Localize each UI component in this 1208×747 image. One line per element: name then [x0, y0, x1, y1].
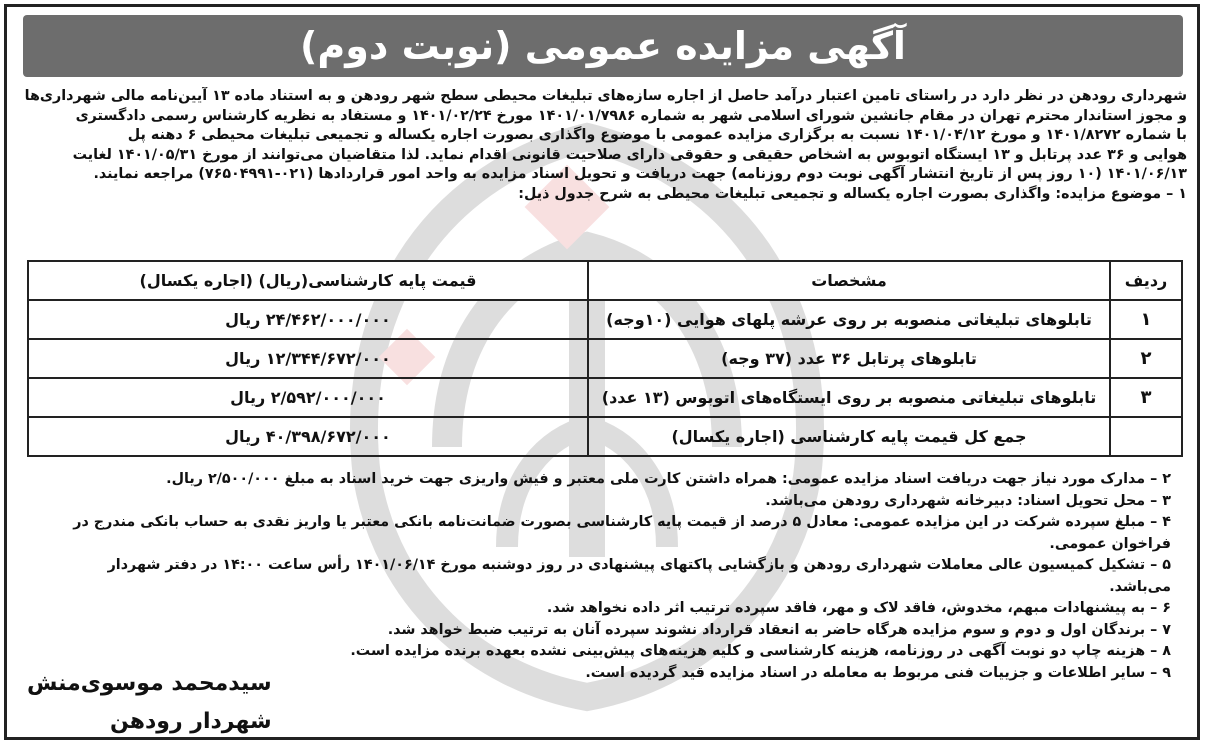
term-item: ۵ – تشکیل کمیسیون عالی معاملات شهرداری رودهن و بازگشایی پاکتهای پیشنهادی در روز دوشنبه مورخ ۱۴۰۱/۰۶/۱۴ رأس ساعت ۱۴:۰۰ در دفتر شهردار — [107, 557, 1171, 573]
row-spec: تابلوهای تبلیغاتی منصوبه بر روی عرشه پلهای هوایی (۱۰وجه) — [588, 300, 1110, 339]
intro-paragraph — [21, 87, 1187, 205]
signatory-name: سیدمحمد موسوی‌منش — [27, 671, 272, 696]
term-item: فراخوان عمومی. — [1049, 535, 1171, 552]
header-specification: مشخصات — [588, 261, 1110, 300]
row-spec: تابلوهای تبلیغاتی منصوبه بر روی ایستگاه‌های اتوبوس (۱۳ عدد) — [588, 378, 1110, 417]
intro-line: هوایی و ۳۶ عدد پرتابل و ۱۳ ایستگاه اتوبوس به اشخاص حقیقی و حقوقی دارای صلاحیت قانونی اقدام نماید. لذا متقاضیان می‌توانند از مورخ ۱۴۰۱/۰۵/۳۱ لغایت — [72, 146, 1187, 163]
row-number: ۱ — [1110, 300, 1182, 339]
page-title: آگهی مزایده عمومی (نوبت دوم) — [300, 24, 906, 68]
subject-line — [21, 185, 1187, 205]
term-item: ۶ – به پیشنهادات مبهم، مخدوش، فاقد لاک و مهر، فاقد سپرده ترتیب اثر داده نخواهد شد. — [546, 600, 1171, 616]
auction-items-table — [27, 260, 1183, 457]
row-number: ۳ — [1110, 378, 1182, 417]
table-total-row — [28, 417, 1182, 456]
term-item: ۴ – مبلغ سپرده شرکت در این مزایده عمومی: معادل ۵ درصد از قیمت پایه کارشناسی بصورت ضمانت‌نامه بانکی معتبر یا واریز نقدی به حساب بانکی مندرج در — [73, 514, 1171, 530]
table-row — [28, 300, 1182, 339]
header-base-price: قیمت پایه کارشناسی(ریال) (اجاره یکسال) — [28, 261, 588, 300]
subject-strong: واگذاری بصورت اجاره یکساله و تجمیعی تبلیغات محیطی — [656, 185, 1051, 202]
intro-line: با شماره ۱۴۰۱/۸۲۷۲ و مورخ ۱۴۰۱/۰۴/۱۲ نسبت به برگزاری مزایده عمومی با موضوع واگذاری بصورت اجاره یکساله و تجمیعی تبلیغات محیطی ۶ دهنه پل — [127, 127, 1187, 144]
term-item: ۹ – سایر اطلاعات و جزییات فنی مربوط به معامله در اسناد مزایده قید گردیده است. — [585, 664, 1171, 681]
table-header-row — [28, 261, 1182, 300]
term-item: ۲ – مدارک مورد نیاز جهت دریافت اسناد مزایده عمومی: همراه داشتن کارت ملی معتبر و فیش واریزی جهت خرید اسناد به مبلغ ۲/۵۰۰/۰۰۰ ریال. — [166, 471, 1171, 487]
table-row — [28, 339, 1182, 378]
signature-block — [27, 665, 272, 740]
terms-list — [73, 469, 1171, 684]
row-price: ۲/۵۹۲/۰۰۰/۰۰۰ ریال — [28, 378, 588, 417]
title-banner — [23, 15, 1183, 77]
notice-frame — [4, 4, 1200, 740]
intro-line: ۱۴۰۱/۰۶/۱۳ (۱۰ روز پس از تاریخ انتشار آگهی نوبت دوم روزنامه) جهت دریافت و تحویل اسناد مزایده به واحد امور قراردادها (۰۲۱-۷۶۵۰۴۹۹۱) مراجعه نمایند. — [93, 166, 1187, 183]
row-price: ۲۴/۴۶۲/۰۰۰/۰۰۰ ریال — [28, 300, 588, 339]
term-item: ۸ – هزینه چاپ دو نوبت آگهی در روزنامه، هزینه کارشناسی و کلیه هزینه‌های پیش‌بینی نشده بعهده برنده مزایده است. — [350, 643, 1171, 659]
subject-prefix: ۱ – موضوع مزایده: — [1050, 185, 1187, 202]
signatory-role: شهردار رودهن — [109, 709, 272, 734]
term-item: ۳ – محل تحویل اسناد: دبیرخانه شهرداری رودهن می‌باشد. — [765, 492, 1171, 509]
intro-line: شهرداری رودهن در نظر دارد در راستای تامین اعتبار درآمد حاصل از اجاره سازه‌های تبلیغات محیطی سطح شهر رودهن و به استناد ماده ۱۳ آیین‌نامه مالی شهرداری‌ها — [24, 88, 1187, 104]
intro-line: و مجوز استاندار محترم تهران در مقام جانشین شورای اسلامی شهر به شماره ۱۴۰۱/۰۱/۷۹۸۶ مورخ ۱۴۰۱/۰۲/۲۴ و مستفاد به نظریه کارشناس رسمی دادگستری — [75, 107, 1187, 124]
term-item: می‌باشد. — [1109, 578, 1171, 595]
total-empty-cell — [1110, 417, 1182, 456]
total-label: جمع کل قیمت پایه کارشناسی (اجاره یکسال) — [588, 417, 1110, 456]
row-spec: تابلوهای پرتابل ۳۶ عدد (۳۷ وجه) — [588, 339, 1110, 378]
subject-suffix: به شرح جدول ذیل: — [518, 185, 657, 202]
term-item: ۷ – برندگان اول و دوم و سوم مزایده هرگاه حاضر به انعقاد قرارداد نشوند سپرده آنان به ترتیب ضبط خواهد شد. — [387, 621, 1171, 638]
row-number: ۲ — [1110, 339, 1182, 378]
row-price: ۱۲/۳۴۴/۶۷۲/۰۰۰ ریال — [28, 339, 588, 378]
total-value: ۴۰/۳۹۸/۶۷۲/۰۰۰ ریال — [28, 417, 588, 456]
table-row — [28, 378, 1182, 417]
header-row-number: ردیف — [1110, 261, 1182, 300]
